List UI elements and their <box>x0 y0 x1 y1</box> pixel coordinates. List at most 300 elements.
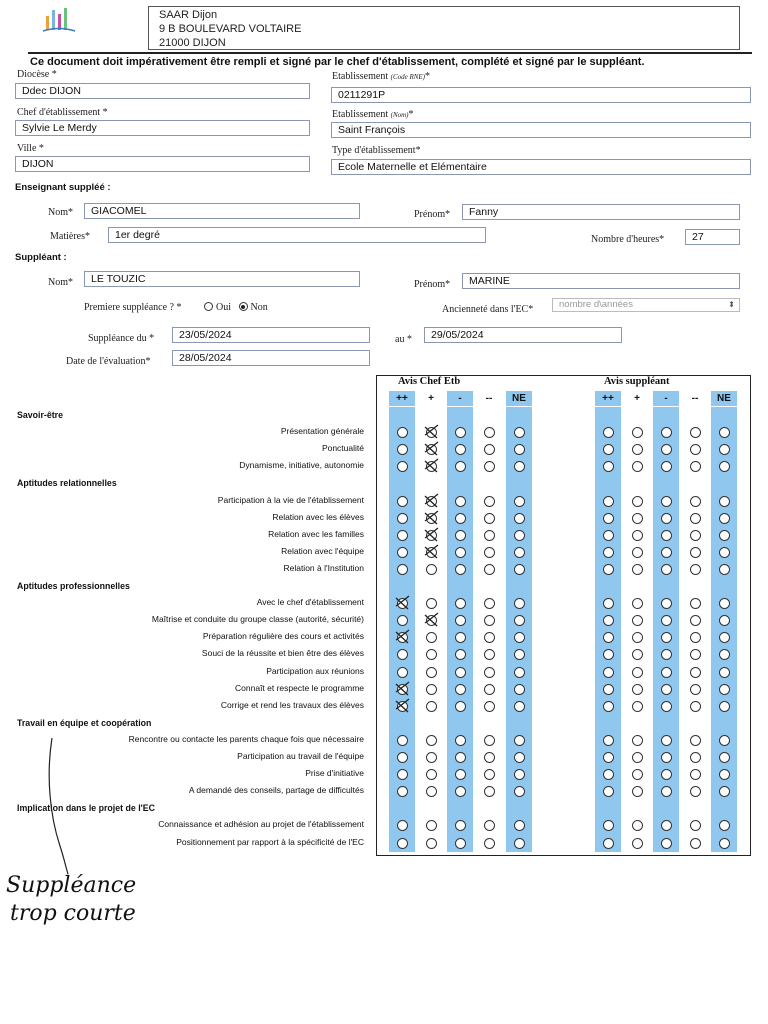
chef-rating-radio[interactable] <box>484 632 495 643</box>
chef-rating-radio[interactable] <box>397 752 408 763</box>
sup-rating-radio[interactable] <box>661 820 672 831</box>
criterion-label: Avec le chef d'établissement <box>256 597 364 608</box>
criterion-label: Relation à l'Institution <box>283 562 364 573</box>
sup-rating-radio[interactable] <box>690 513 701 524</box>
chef-rating-radio[interactable] <box>397 786 408 797</box>
check-mark-icon <box>422 441 440 457</box>
anciennete-label: Ancienneté dans l'EC* <box>442 304 534 315</box>
chef-rating-radio[interactable] <box>455 427 466 438</box>
criterion-label: Préparation régulière des cours et activités <box>202 631 364 642</box>
chef-rating-radio[interactable] <box>455 701 466 712</box>
sup-nom-field[interactable]: LE TOUZIC <box>84 271 360 287</box>
chef-rating-radio[interactable] <box>484 838 495 849</box>
address-line: 21000 DIJON <box>159 37 226 49</box>
check-mark-icon <box>393 595 411 611</box>
type-field[interactable]: Ecole Maternelle et Elémentaire <box>331 159 751 175</box>
handwritten-line: Suppléance <box>6 873 137 898</box>
chef-rating-radio[interactable] <box>426 649 437 660</box>
criterion-label: Participation à la vie de l'établissement <box>217 494 364 505</box>
sup-rating-radio[interactable] <box>690 769 701 780</box>
sup-rating-radio[interactable] <box>661 444 672 455</box>
criterion-label: Positionnement par rapport à la spécificité de l'EC <box>176 836 364 847</box>
chef-rating-radio[interactable] <box>514 649 525 660</box>
chef-rating-radio[interactable] <box>484 530 495 541</box>
sup-col-header: -- <box>691 393 699 404</box>
criterion-label: Participation aux réunions <box>266 665 364 676</box>
sup-rating-radio[interactable] <box>632 667 643 678</box>
chef-rating-radio[interactable] <box>484 667 495 678</box>
sup-rating-radio[interactable] <box>632 684 643 695</box>
type-label: Type d'établissement* <box>332 145 421 156</box>
criterion-label: Relation avec les élèves <box>272 511 364 522</box>
chef-rating-radio[interactable] <box>397 838 408 849</box>
sup-prenom-label: Prénom* <box>414 279 451 290</box>
handwritten-line: trop courte <box>10 901 136 926</box>
chef-rating-radio[interactable] <box>514 786 525 797</box>
check-mark-icon <box>393 698 411 714</box>
chef-rating-radio[interactable] <box>426 684 437 695</box>
sup-nom-label: Nom* <box>48 277 73 288</box>
oui-label: Oui <box>216 302 231 313</box>
sup-rating-radio[interactable] <box>719 615 730 626</box>
chef-rating-radio[interactable] <box>426 786 437 797</box>
address-line: SAAR Dijon <box>159 9 218 21</box>
chef-rating-radio[interactable] <box>514 547 525 558</box>
eval-date-label: Date de l'évaluation* <box>66 356 151 367</box>
chef-rating-radio[interactable] <box>397 769 408 780</box>
ens-nom-field[interactable]: GIACOMEL <box>84 203 360 219</box>
sup-rating-radio[interactable] <box>603 598 614 609</box>
sup-rating-radio[interactable] <box>661 564 672 575</box>
sup-rating-radio[interactable] <box>632 820 643 831</box>
chevron-updown-icon: ⬍ <box>728 300 735 309</box>
sup-col-header: - <box>653 391 679 406</box>
sup-rating-radio[interactable] <box>690 564 701 575</box>
chef-rating-radio[interactable] <box>397 530 408 541</box>
sup-rating-radio[interactable] <box>632 598 643 609</box>
sup-rating-radio[interactable] <box>661 513 672 524</box>
sup-rating-radio[interactable] <box>690 461 701 472</box>
chef-rating-radio[interactable] <box>455 615 466 626</box>
sup-rating-radio[interactable] <box>632 701 643 712</box>
sup-col-header: ++ <box>595 391 621 406</box>
chef-rating-radio[interactable] <box>514 838 525 849</box>
sup-rating-radio[interactable] <box>690 752 701 763</box>
chef-rating-radio[interactable] <box>397 547 408 558</box>
chef-rating-radio[interactable] <box>455 513 466 524</box>
criterion-label: Présentation générale <box>280 426 364 437</box>
sup-rating-radio[interactable] <box>603 427 614 438</box>
sup-rating-radio[interactable] <box>632 615 643 626</box>
chef-rating-radio[interactable] <box>397 820 408 831</box>
sup-rating-radio[interactable] <box>603 649 614 660</box>
sup-rating-radio[interactable] <box>719 427 730 438</box>
handwritten-note <box>4 868 164 938</box>
chef-rating-radio[interactable] <box>484 684 495 695</box>
sup-rating-radio[interactable] <box>632 838 643 849</box>
sup-rating-radio[interactable] <box>661 461 672 472</box>
chef-rating-radio[interactable] <box>514 564 525 575</box>
sup-col-header: NE <box>711 391 737 406</box>
sup-rating-radio[interactable] <box>632 786 643 797</box>
chef-rating-radio[interactable] <box>514 632 525 643</box>
rne-field[interactable]: 0211291P <box>331 87 751 103</box>
chef-rating-radio[interactable] <box>426 632 437 643</box>
chef-rating-radio[interactable] <box>484 461 495 472</box>
sup-rating-radio[interactable] <box>603 735 614 746</box>
chef-rating-radio[interactable] <box>484 547 495 558</box>
chef-rating-radio[interactable] <box>397 427 408 438</box>
sup-rating-radio[interactable] <box>719 444 730 455</box>
au-label: au * <box>395 334 412 345</box>
sup-rating-radio[interactable] <box>690 820 701 831</box>
sup-rating-radio[interactable] <box>632 649 643 660</box>
chef-label: Chef d'établissement * <box>17 107 108 118</box>
sup-rating-radio[interactable] <box>632 496 643 507</box>
non-radio[interactable] <box>239 302 248 311</box>
sup-rating-radio[interactable] <box>690 701 701 712</box>
sup-rating-radio[interactable] <box>690 615 701 626</box>
chef-rating-radio[interactable] <box>484 444 495 455</box>
ens-nom-label: Nom* <box>48 207 73 218</box>
avis-chef-header: Avis Chef Etb <box>398 376 461 387</box>
chef-rating-radio[interactable] <box>514 444 525 455</box>
ens-prenom-label: Prénom* <box>414 209 451 220</box>
chef-rating-radio[interactable] <box>426 598 437 609</box>
chef-rating-radio[interactable] <box>484 752 495 763</box>
sup-rating-radio[interactable] <box>719 786 730 797</box>
sup-rating-radio[interactable] <box>661 701 672 712</box>
chef-rating-radio[interactable] <box>455 752 466 763</box>
sup-rating-radio[interactable] <box>690 735 701 746</box>
chef-rating-radio[interactable] <box>514 461 525 472</box>
sup-rating-radio[interactable] <box>632 461 643 472</box>
sup-rating-radio[interactable] <box>603 667 614 678</box>
address-block <box>148 6 740 50</box>
chef-rating-radio[interactable] <box>455 461 466 472</box>
sup-rating-radio[interactable] <box>603 513 614 524</box>
chef-rating-radio[interactable] <box>484 513 495 524</box>
sup-rating-radio[interactable] <box>719 684 730 695</box>
suppleant-title: Suppléant : <box>15 252 67 263</box>
sup-rating-radio[interactable] <box>661 598 672 609</box>
criterion-label: Maîtrise et conduite du groupe classe (autorité, sécurité) <box>151 614 364 625</box>
chef-rating-radio[interactable] <box>397 735 408 746</box>
check-mark-icon <box>422 493 440 509</box>
section-title: Aptitudes professionnelles <box>17 581 130 591</box>
criterion-label: Relation avec les familles <box>268 528 364 539</box>
chef-rating-radio[interactable] <box>426 752 437 763</box>
etab-nom-label: Etablissement (Nom)* <box>332 109 414 120</box>
sup-col-header: + <box>634 393 640 404</box>
chef-rating-radio[interactable] <box>455 838 466 849</box>
sup-rating-radio[interactable] <box>661 530 672 541</box>
chef-rating-radio[interactable] <box>484 769 495 780</box>
chef-rating-radio[interactable] <box>397 461 408 472</box>
heures-field[interactable]: 27 <box>685 229 740 245</box>
chef-rating-radio[interactable] <box>397 444 408 455</box>
eval-date-field[interactable]: 28/05/2024 <box>172 350 370 366</box>
sup-rating-radio[interactable] <box>690 547 701 558</box>
chef-rating-radio[interactable] <box>455 496 466 507</box>
sup-rating-radio[interactable] <box>719 735 730 746</box>
chef-rating-radio[interactable] <box>397 564 408 575</box>
sup-rating-radio[interactable] <box>603 496 614 507</box>
sup-rating-radio[interactable] <box>661 786 672 797</box>
sup-rating-radio[interactable] <box>661 547 672 558</box>
chef-rating-radio[interactable] <box>514 598 525 609</box>
chef-rating-radio[interactable] <box>484 615 495 626</box>
sup-rating-radio[interactable] <box>690 649 701 660</box>
chef-col-header: - <box>447 391 473 406</box>
sup-rating-radio[interactable] <box>603 752 614 763</box>
premiere-radio-group <box>204 302 268 313</box>
sup-rating-radio[interactable] <box>632 564 643 575</box>
sup-rating-radio[interactable] <box>603 547 614 558</box>
chef-rating-radio[interactable] <box>426 564 437 575</box>
sup-rating-radio[interactable] <box>690 598 701 609</box>
chef-rating-radio[interactable] <box>484 820 495 831</box>
check-mark-icon <box>393 681 411 697</box>
sup-rating-radio[interactable] <box>690 632 701 643</box>
address-line: 9 B BOULEVARD VOLTAIRE <box>159 23 302 35</box>
sup-rating-radio[interactable] <box>603 444 614 455</box>
chef-rating-radio[interactable] <box>514 496 525 507</box>
chef-rating-radio[interactable] <box>514 701 525 712</box>
sup-rating-radio[interactable] <box>632 735 643 746</box>
chef-col-header: + <box>428 393 434 404</box>
chef-rating-radio[interactable] <box>514 735 525 746</box>
rne-label: Etablissement (Code RNE)* <box>332 71 431 82</box>
sup-rating-radio[interactable] <box>719 820 730 831</box>
chef-rating-radio[interactable] <box>426 838 437 849</box>
sup-rating-radio[interactable] <box>719 513 730 524</box>
chef-rating-radio[interactable] <box>514 769 525 780</box>
chef-rating-radio[interactable] <box>455 632 466 643</box>
check-mark-icon <box>393 629 411 645</box>
du-label: Suppléance du * <box>88 333 155 344</box>
criterion-label: Participation au travail de l'équipe <box>237 751 364 761</box>
sup-rating-radio[interactable] <box>661 769 672 780</box>
sup-rating-radio[interactable] <box>719 547 730 558</box>
sup-rating-radio[interactable] <box>719 632 730 643</box>
chef-rating-radio[interactable] <box>484 649 495 660</box>
chef-rating-radio[interactable] <box>484 564 495 575</box>
sup-rating-radio[interactable] <box>632 632 643 643</box>
criterion-label: Souci de la réussite et bien être des élèves <box>201 648 364 659</box>
chef-rating-radio[interactable] <box>397 496 408 507</box>
chef-rating-radio[interactable] <box>484 427 495 438</box>
chef-rating-radio[interactable] <box>397 649 408 660</box>
chef-rating-radio[interactable] <box>514 513 525 524</box>
matieres-field[interactable]: 1er degré <box>108 227 486 243</box>
handwritten-stroke <box>38 736 78 876</box>
diocese-label: Diocèse * <box>17 69 57 80</box>
sup-rating-radio[interactable] <box>632 752 643 763</box>
sup-rating-radio[interactable] <box>603 786 614 797</box>
sup-rating-radio[interactable] <box>632 769 643 780</box>
sup-prenom-field[interactable]: MARINE <box>462 273 740 289</box>
sup-rating-radio[interactable] <box>690 444 701 455</box>
sup-rating-radio[interactable] <box>719 667 730 678</box>
sup-rating-radio[interactable] <box>632 513 643 524</box>
chef-rating-radio[interactable] <box>455 649 466 660</box>
au-field[interactable]: 29/05/2024 <box>424 327 622 343</box>
sup-rating-radio[interactable] <box>661 632 672 643</box>
section-title: Aptitudes relationnelles <box>17 478 117 489</box>
sup-rating-radio[interactable] <box>719 752 730 763</box>
sup-rating-radio[interactable] <box>690 667 701 678</box>
chef-col-header: NE <box>506 391 532 406</box>
sup-rating-radio[interactable] <box>719 598 730 609</box>
sup-rating-radio[interactable] <box>719 461 730 472</box>
chef-rating-radio[interactable] <box>455 786 466 797</box>
criterion-label: Connaît et respecte le programme <box>235 682 364 693</box>
diocese-field[interactable]: Ddec DIJON <box>15 83 310 99</box>
chef-field[interactable]: Sylvie Le Merdy <box>15 120 310 136</box>
section-title: Travail en équipe et coopération <box>17 717 152 728</box>
sup-rating-radio[interactable] <box>719 530 730 541</box>
criterion-label: Ponctualité <box>321 443 364 454</box>
notice: Ce document doit impérativement être rempli et signé par le chef d'établissement, complété et signé par le suppléant. <box>30 56 645 68</box>
sup-rating-radio[interactable] <box>603 632 614 643</box>
chef-rating-radio[interactable] <box>484 735 495 746</box>
sup-rating-radio[interactable] <box>690 530 701 541</box>
sup-rating-radio[interactable] <box>719 649 730 660</box>
sup-rating-radio[interactable] <box>719 769 730 780</box>
chef-rating-radio[interactable] <box>514 427 525 438</box>
sup-rating-radio[interactable] <box>661 752 672 763</box>
criterion-label: A demandé des conseils, partage de difficultés <box>188 785 364 796</box>
non-label: Non <box>250 302 268 313</box>
sup-rating-radio[interactable] <box>603 461 614 472</box>
chef-rating-radio[interactable] <box>426 769 437 780</box>
sup-rating-radio[interactable] <box>690 786 701 797</box>
sup-rating-radio[interactable] <box>632 444 643 455</box>
chef-rating-radio[interactable] <box>455 547 466 558</box>
chef-rating-radio[interactable] <box>455 820 466 831</box>
sup-rating-radio[interactable] <box>661 684 672 695</box>
sup-rating-radio[interactable] <box>603 684 614 695</box>
chef-rating-radio[interactable] <box>514 667 525 678</box>
sup-rating-radio[interactable] <box>719 838 730 849</box>
sup-rating-radio[interactable] <box>661 427 672 438</box>
chef-col-header: -- <box>485 393 493 404</box>
chef-rating-radio[interactable] <box>426 701 437 712</box>
sup-rating-radio[interactable] <box>690 427 701 438</box>
sup-rating-radio[interactable] <box>632 427 643 438</box>
criterion-label: Relation avec l'équipe <box>281 545 364 556</box>
chef-rating-radio[interactable] <box>484 598 495 609</box>
chef-rating-radio[interactable] <box>484 496 495 507</box>
chef-col-header: ++ <box>389 391 415 406</box>
enseignant-title: Enseignant suppléé : <box>15 182 111 193</box>
sup-rating-radio[interactable] <box>661 615 672 626</box>
chef-rating-radio[interactable] <box>514 530 525 541</box>
chef-rating-radio[interactable] <box>397 615 408 626</box>
sup-rating-radio[interactable] <box>661 496 672 507</box>
ens-prenom-field[interactable]: Fanny <box>462 204 740 220</box>
check-mark-icon <box>422 424 440 440</box>
du-field[interactable]: 23/05/2024 <box>172 327 370 343</box>
chef-rating-radio[interactable] <box>455 444 466 455</box>
sup-rating-radio[interactable] <box>603 820 614 831</box>
criterion-label: Rencontre ou contacte les parents chaque fois que nécessaire <box>128 733 364 744</box>
logo-icon <box>42 6 76 34</box>
premiere-label: Premiere suppléance ? * <box>84 302 182 313</box>
chef-rating-radio[interactable] <box>514 684 525 695</box>
sup-rating-radio[interactable] <box>661 735 672 746</box>
sup-rating-radio[interactable] <box>719 701 730 712</box>
check-mark-icon <box>422 510 440 526</box>
sup-rating-radio[interactable] <box>719 496 730 507</box>
chef-rating-radio[interactable] <box>455 598 466 609</box>
check-mark-icon <box>422 527 440 543</box>
avis-suppleant-header: Avis suppléant <box>604 376 670 387</box>
sup-rating-radio[interactable] <box>603 701 614 712</box>
etab-nom-field[interactable]: Saint François <box>331 122 751 138</box>
sup-rating-radio[interactable] <box>661 838 672 849</box>
criterion-label: Corrige et rend les travaux des élèves <box>220 699 364 710</box>
chef-rating-radio[interactable] <box>455 530 466 541</box>
criterion-label: Connaissance et adhésion au projet de l'établissement <box>158 819 364 830</box>
check-mark-icon <box>422 458 440 474</box>
sup-rating-radio[interactable] <box>661 649 672 660</box>
chef-rating-radio[interactable] <box>514 752 525 763</box>
sup-rating-radio[interactable] <box>603 564 614 575</box>
check-mark-icon <box>422 612 440 628</box>
sup-rating-radio[interactable] <box>690 684 701 695</box>
check-mark-icon <box>422 544 440 560</box>
sup-rating-radio[interactable] <box>603 838 614 849</box>
sup-rating-radio[interactable] <box>661 667 672 678</box>
chef-rating-radio[interactable] <box>484 786 495 797</box>
sup-rating-radio[interactable] <box>603 615 614 626</box>
chef-rating-radio[interactable] <box>455 564 466 575</box>
chef-rating-radio[interactable] <box>426 667 437 678</box>
sup-rating-radio[interactable] <box>719 564 730 575</box>
criterion-label: Prise d'initiative <box>305 768 364 779</box>
sup-rating-radio[interactable] <box>603 530 614 541</box>
chef-rating-radio[interactable] <box>455 667 466 678</box>
chef-rating-radio[interactable] <box>455 684 466 695</box>
sup-rating-radio[interactable] <box>632 547 643 558</box>
matieres-label: Matières* <box>50 231 90 242</box>
sup-rating-radio[interactable] <box>632 530 643 541</box>
heures-label: Nombre d'heures* <box>591 234 665 245</box>
chef-rating-radio[interactable] <box>514 615 525 626</box>
oui-radio[interactable] <box>204 302 213 311</box>
criterion-label: Dynamisme, initiative, autonomie <box>239 460 364 471</box>
chef-rating-radio[interactable] <box>397 667 408 678</box>
chef-rating-radio[interactable] <box>484 701 495 712</box>
anciennete-select[interactable]: nombre d\années ⬍ <box>552 298 740 312</box>
chef-rating-radio[interactable] <box>455 769 466 780</box>
chef-rating-radio[interactable] <box>426 735 437 746</box>
chef-rating-radio[interactable] <box>514 820 525 831</box>
section-title: Implication dans le projet de l'EC <box>17 803 155 814</box>
section-title: Savoir-être <box>17 410 63 420</box>
sup-rating-radio[interactable] <box>690 496 701 507</box>
sup-rating-radio[interactable] <box>690 838 701 849</box>
divider <box>28 52 752 54</box>
chef-rating-radio[interactable] <box>455 735 466 746</box>
ville-label: Ville * <box>17 143 44 154</box>
chef-rating-radio[interactable] <box>397 513 408 524</box>
sup-rating-radio[interactable] <box>603 769 614 780</box>
chef-rating-radio[interactable] <box>426 820 437 831</box>
ville-field[interactable]: DIJON <box>15 156 310 172</box>
